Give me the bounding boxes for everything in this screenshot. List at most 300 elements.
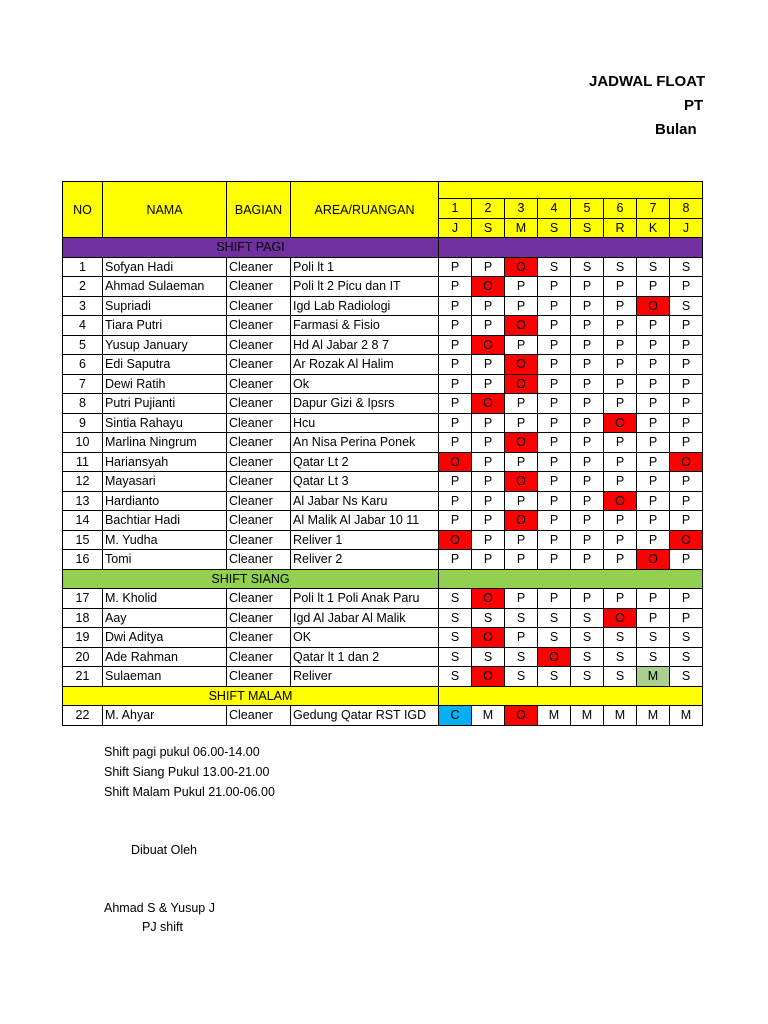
company-label: PT <box>684 97 704 114</box>
section-row <box>63 686 703 706</box>
header-day-2: 2 <box>472 199 505 219</box>
shift-cell: P <box>439 277 472 297</box>
shift-cell: O <box>472 335 505 355</box>
row-number: 9 <box>63 413 103 433</box>
table-row <box>63 647 703 667</box>
row-number: 14 <box>63 511 103 531</box>
department: Cleaner <box>227 374 291 394</box>
section-label: SHIFT MALAM <box>63 686 439 706</box>
area-room: Igd Lab Radiologi <box>291 296 439 316</box>
shift-cell: O <box>439 530 472 550</box>
section-label: SHIFT SIANG <box>63 569 439 589</box>
shift-cell: P <box>538 335 571 355</box>
employee-name: Aay <box>103 608 227 628</box>
area-room: Qatar Lt 2 <box>291 452 439 472</box>
header-day-8: 8 <box>670 199 703 219</box>
header-day-6: 6 <box>604 199 637 219</box>
shift-cell: P <box>571 316 604 336</box>
note-shift-pagi: Shift pagi pukul 06.00-14.00 <box>104 745 260 759</box>
row-number: 10 <box>63 433 103 453</box>
employee-name: Ahmad Sulaeman <box>103 277 227 297</box>
shift-cell: P <box>472 491 505 511</box>
shift-cell: M <box>637 667 670 687</box>
row-number: 15 <box>63 530 103 550</box>
shift-cell: P <box>472 550 505 570</box>
area-room: Igd Al Jabar Al Malik <box>291 608 439 628</box>
shift-cell: P <box>538 374 571 394</box>
shift-cell: M <box>571 706 604 726</box>
table-row <box>63 335 703 355</box>
shift-cell: P <box>538 550 571 570</box>
area-room: Ar Rozak Al Halim <box>291 355 439 375</box>
row-number: 12 <box>63 472 103 492</box>
shift-cell: P <box>505 550 538 570</box>
shift-cell: O <box>538 647 571 667</box>
shift-cell: P <box>604 355 637 375</box>
shift-cell: P <box>571 335 604 355</box>
note-shift-siang: Shift Siang Pukul 13.00-21.00 <box>104 765 270 779</box>
shift-cell: M <box>604 706 637 726</box>
shift-cell: O <box>472 667 505 687</box>
shift-cell: P <box>637 452 670 472</box>
shift-cell: P <box>670 511 703 531</box>
signature-names: Ahmad S & Yusup J <box>104 901 215 915</box>
shift-cell: C <box>439 706 472 726</box>
shift-cell: P <box>439 316 472 336</box>
area-room: Al Malik Al Jabar 10 11 <box>291 511 439 531</box>
shift-cell: P <box>538 472 571 492</box>
shift-cell: P <box>637 335 670 355</box>
area-room: Qatar lt 1 dan 2 <box>291 647 439 667</box>
shift-cell: P <box>439 257 472 277</box>
row-number: 7 <box>63 374 103 394</box>
shift-cell: P <box>670 433 703 453</box>
header-weekday-1: J <box>439 218 472 238</box>
department: Cleaner <box>227 355 291 375</box>
shift-cell: S <box>505 667 538 687</box>
shift-cell: P <box>637 355 670 375</box>
table-row <box>63 316 703 336</box>
row-number: 13 <box>63 491 103 511</box>
row-number: 5 <box>63 335 103 355</box>
shift-cell: O <box>505 472 538 492</box>
shift-cell: O <box>505 433 538 453</box>
area-room: Hcu <box>291 413 439 433</box>
shift-cell: P <box>637 316 670 336</box>
area-room: Qatar Lt 3 <box>291 472 439 492</box>
area-room: Hd Al Jabar 2 8 7 <box>291 335 439 355</box>
shift-cell: S <box>604 647 637 667</box>
shift-cell: P <box>472 511 505 531</box>
shift-cell: P <box>670 316 703 336</box>
row-number: 8 <box>63 394 103 414</box>
shift-cell: P <box>637 472 670 492</box>
shift-cell: P <box>505 452 538 472</box>
area-room: Reliver 2 <box>291 550 439 570</box>
area-room: OK <box>291 628 439 648</box>
note-shift-malam: Shift Malam Pukul 21.00-06.00 <box>104 785 275 799</box>
shift-cell: P <box>670 608 703 628</box>
employee-name: Dwi Aditya <box>103 628 227 648</box>
table-row <box>63 628 703 648</box>
table-row <box>63 530 703 550</box>
shift-cell: M <box>472 706 505 726</box>
header-day-7: 7 <box>637 199 670 219</box>
shift-cell: P <box>571 433 604 453</box>
shift-cell: S <box>538 257 571 277</box>
shift-cell: O <box>472 589 505 609</box>
shift-cell: S <box>637 647 670 667</box>
department: Cleaner <box>227 452 291 472</box>
shift-cell: P <box>571 277 604 297</box>
employee-name: Hariansyah <box>103 452 227 472</box>
shift-cell: P <box>670 413 703 433</box>
department: Cleaner <box>227 608 291 628</box>
employee-name: Sintia Rahayu <box>103 413 227 433</box>
table-row <box>63 296 703 316</box>
header-row-top <box>63 182 703 199</box>
employee-name: Putri Pujianti <box>103 394 227 414</box>
shift-cell: P <box>670 394 703 414</box>
shift-cell: P <box>538 316 571 336</box>
shift-cell: O <box>670 452 703 472</box>
shift-cell: P <box>538 530 571 550</box>
employee-name: Mayasari <box>103 472 227 492</box>
employee-name: M. Ahyar <box>103 706 227 726</box>
shift-cell: P <box>571 589 604 609</box>
shift-cell: P <box>637 433 670 453</box>
row-number: 20 <box>63 647 103 667</box>
row-number: 22 <box>63 706 103 726</box>
department: Cleaner <box>227 647 291 667</box>
shift-cell: O <box>472 628 505 648</box>
shift-cell: P <box>439 491 472 511</box>
schedule-table <box>62 181 703 726</box>
employee-name: Sulaeman <box>103 667 227 687</box>
section-label: SHIFT PAGI <box>63 238 439 258</box>
employee-name: Yusup January <box>103 335 227 355</box>
shift-cell: P <box>604 316 637 336</box>
row-number: 21 <box>63 667 103 687</box>
shift-cell: S <box>439 628 472 648</box>
shift-cell: P <box>472 355 505 375</box>
shift-cell: P <box>538 452 571 472</box>
shift-cell: O <box>505 374 538 394</box>
section-band <box>439 686 703 706</box>
shift-cell: S <box>538 608 571 628</box>
area-room: An Nisa Perina Ponek <box>291 433 439 453</box>
shift-cell: P <box>505 277 538 297</box>
header-weekday-7: K <box>637 218 670 238</box>
shift-cell: P <box>538 296 571 316</box>
shift-cell: P <box>505 589 538 609</box>
department: Cleaner <box>227 667 291 687</box>
shift-cell: P <box>439 335 472 355</box>
employee-name: Supriadi <box>103 296 227 316</box>
shift-cell: P <box>472 296 505 316</box>
shift-cell: P <box>472 316 505 336</box>
shift-cell: P <box>538 413 571 433</box>
shift-cell: S <box>670 667 703 687</box>
signature-dibuat-oleh: Dibuat Oleh <box>131 843 198 857</box>
shift-cell: O <box>505 706 538 726</box>
shift-cell: P <box>637 511 670 531</box>
employee-name: M. Yudha <box>103 530 227 550</box>
department: Cleaner <box>227 316 291 336</box>
row-number: 2 <box>63 277 103 297</box>
shift-cell: P <box>505 530 538 550</box>
header-weekday-2: S <box>472 218 505 238</box>
employee-name: M. Kholid <box>103 589 227 609</box>
shift-cell: S <box>604 667 637 687</box>
row-number: 6 <box>63 355 103 375</box>
table-row <box>63 608 703 628</box>
shift-cell: P <box>538 355 571 375</box>
department: Cleaner <box>227 530 291 550</box>
shift-cell: S <box>472 647 505 667</box>
header-day-4: 4 <box>538 199 571 219</box>
employee-name: Tomi <box>103 550 227 570</box>
shift-cell: P <box>637 413 670 433</box>
header-weekday-3: M <box>505 218 538 238</box>
shift-cell: S <box>604 257 637 277</box>
row-number: 19 <box>63 628 103 648</box>
shift-cell: M <box>670 706 703 726</box>
header-area: AREA/RUANGAN <box>291 182 439 238</box>
shift-cell: P <box>505 296 538 316</box>
shift-cell: M <box>637 706 670 726</box>
shift-cell: P <box>472 257 505 277</box>
shift-cell: P <box>505 394 538 414</box>
header-weekday-6: R <box>604 218 637 238</box>
header-weekday-5: S <box>571 218 604 238</box>
table-row <box>63 413 703 433</box>
shift-cell: S <box>439 608 472 628</box>
area-room: Reliver <box>291 667 439 687</box>
shift-cell: P <box>670 355 703 375</box>
shift-cell: P <box>670 491 703 511</box>
shift-cell: P <box>472 413 505 433</box>
shift-cell: O <box>439 452 472 472</box>
employee-name: Edi Saputra <box>103 355 227 375</box>
row-number: 1 <box>63 257 103 277</box>
employee-name: Ade Rahman <box>103 647 227 667</box>
shift-cell: P <box>637 394 670 414</box>
table-row <box>63 433 703 453</box>
shift-cell: P <box>439 296 472 316</box>
department: Cleaner <box>227 335 291 355</box>
shift-cell: P <box>604 530 637 550</box>
shift-cell: P <box>604 550 637 570</box>
shift-cell: O <box>505 316 538 336</box>
shift-cell: P <box>604 296 637 316</box>
shift-cell: O <box>637 296 670 316</box>
department: Cleaner <box>227 491 291 511</box>
shift-cell: P <box>571 355 604 375</box>
shift-cell: P <box>571 394 604 414</box>
shift-cell: O <box>505 257 538 277</box>
employee-name: Marlina Ningrum <box>103 433 227 453</box>
table-row <box>63 257 703 277</box>
shift-cell: P <box>637 589 670 609</box>
header-no: NO <box>63 182 103 238</box>
department: Cleaner <box>227 589 291 609</box>
section-band <box>439 238 703 258</box>
shift-cell: S <box>538 628 571 648</box>
table-row <box>63 511 703 531</box>
department: Cleaner <box>227 277 291 297</box>
shift-cell: P <box>439 374 472 394</box>
department: Cleaner <box>227 511 291 531</box>
shift-cell: P <box>604 433 637 453</box>
table-row <box>63 277 703 297</box>
shift-cell: P <box>670 277 703 297</box>
area-room: Farmasi & Fisio <box>291 316 439 336</box>
shift-cell: S <box>439 589 472 609</box>
table-row <box>63 355 703 375</box>
shift-cell: P <box>571 296 604 316</box>
department: Cleaner <box>227 628 291 648</box>
shift-cell: P <box>670 374 703 394</box>
shift-cell: P <box>637 608 670 628</box>
shift-cell: S <box>670 628 703 648</box>
shift-cell: P <box>604 472 637 492</box>
shift-cell: S <box>472 608 505 628</box>
shift-cell: S <box>670 257 703 277</box>
shift-cell: P <box>472 374 505 394</box>
shift-cell: P <box>604 511 637 531</box>
shift-cell: P <box>571 452 604 472</box>
shift-cell: P <box>505 628 538 648</box>
header-bagian: BAGIAN <box>227 182 291 238</box>
shift-cell: O <box>505 511 538 531</box>
shift-cell: P <box>670 335 703 355</box>
shift-cell: M <box>538 706 571 726</box>
employee-name: Tiara Putri <box>103 316 227 336</box>
department: Cleaner <box>227 706 291 726</box>
table-row <box>63 472 703 492</box>
shift-cell: O <box>604 608 637 628</box>
row-number: 11 <box>63 452 103 472</box>
shift-cell: S <box>538 667 571 687</box>
department: Cleaner <box>227 296 291 316</box>
shift-cell: P <box>604 589 637 609</box>
shift-cell: S <box>439 667 472 687</box>
shift-cell: P <box>538 394 571 414</box>
shift-cell: S <box>571 608 604 628</box>
shift-cell: P <box>604 277 637 297</box>
shift-cell: P <box>538 491 571 511</box>
department: Cleaner <box>227 550 291 570</box>
area-room: Poli lt 1 <box>291 257 439 277</box>
area-room: Poli lt 2 Picu dan IT <box>291 277 439 297</box>
table-row <box>63 589 703 609</box>
shift-cell: P <box>472 530 505 550</box>
area-room: Al Jabar Ns Karu <box>291 491 439 511</box>
shift-cell: O <box>604 413 637 433</box>
table-row <box>63 452 703 472</box>
area-room: Gedung Qatar RST IGD <box>291 706 439 726</box>
shift-cell: P <box>604 335 637 355</box>
table-row <box>63 394 703 414</box>
shift-cell: S <box>571 257 604 277</box>
shift-cell: P <box>538 511 571 531</box>
table-row <box>63 374 703 394</box>
shift-cell: P <box>439 394 472 414</box>
shift-cell: P <box>472 472 505 492</box>
employee-name: Hardianto <box>103 491 227 511</box>
shift-cell: P <box>439 413 472 433</box>
section-row <box>63 569 703 589</box>
shift-cell: O <box>505 355 538 375</box>
row-number: 4 <box>63 316 103 336</box>
shift-cell: P <box>571 511 604 531</box>
signature-role: PJ shift <box>142 920 183 934</box>
employee-name: Bachtiar Hadi <box>103 511 227 531</box>
shift-cell: S <box>439 647 472 667</box>
shift-cell: S <box>571 667 604 687</box>
shift-cell: O <box>604 491 637 511</box>
row-number: 16 <box>63 550 103 570</box>
department: Cleaner <box>227 433 291 453</box>
shift-cell: P <box>538 277 571 297</box>
shift-cell: P <box>538 433 571 453</box>
row-number: 17 <box>63 589 103 609</box>
section-band <box>439 569 703 589</box>
shift-cell: P <box>637 374 670 394</box>
header-day-1: 1 <box>439 199 472 219</box>
shift-cell: P <box>604 374 637 394</box>
table-row <box>63 550 703 570</box>
employee-name: Dewi Ratih <box>103 374 227 394</box>
shift-cell: P <box>538 589 571 609</box>
row-number: 3 <box>63 296 103 316</box>
shift-cell: P <box>439 472 472 492</box>
area-room: Ok <box>291 374 439 394</box>
shift-cell: S <box>637 628 670 648</box>
document-title: JADWAL FLOAT <box>589 73 706 90</box>
shift-cell: S <box>637 257 670 277</box>
area-room: Reliver 1 <box>291 530 439 550</box>
department: Cleaner <box>227 472 291 492</box>
shift-cell: S <box>505 608 538 628</box>
shift-cell: P <box>505 335 538 355</box>
department: Cleaner <box>227 413 291 433</box>
section-row <box>63 238 703 258</box>
area-room: Poli lt 1 Poli Anak Paru <box>291 589 439 609</box>
shift-cell: S <box>505 647 538 667</box>
shift-cell: P <box>439 550 472 570</box>
shift-cell: P <box>571 491 604 511</box>
shift-cell: O <box>637 550 670 570</box>
shift-cell: P <box>571 413 604 433</box>
shift-cell: P <box>571 472 604 492</box>
header-day-3: 3 <box>505 199 538 219</box>
shift-cell: O <box>472 277 505 297</box>
table-row <box>63 706 703 726</box>
shift-cell: P <box>571 530 604 550</box>
area-room: Dapur Gizi & Ipsrs <box>291 394 439 414</box>
department: Cleaner <box>227 257 291 277</box>
shift-cell: S <box>670 647 703 667</box>
month-label: Bulan <box>655 121 697 138</box>
shift-cell: P <box>472 452 505 472</box>
shift-cell: S <box>604 628 637 648</box>
department: Cleaner <box>227 394 291 414</box>
shift-cell: O <box>670 530 703 550</box>
employee-name: Sofyan Hadi <box>103 257 227 277</box>
shift-cell: P <box>670 472 703 492</box>
